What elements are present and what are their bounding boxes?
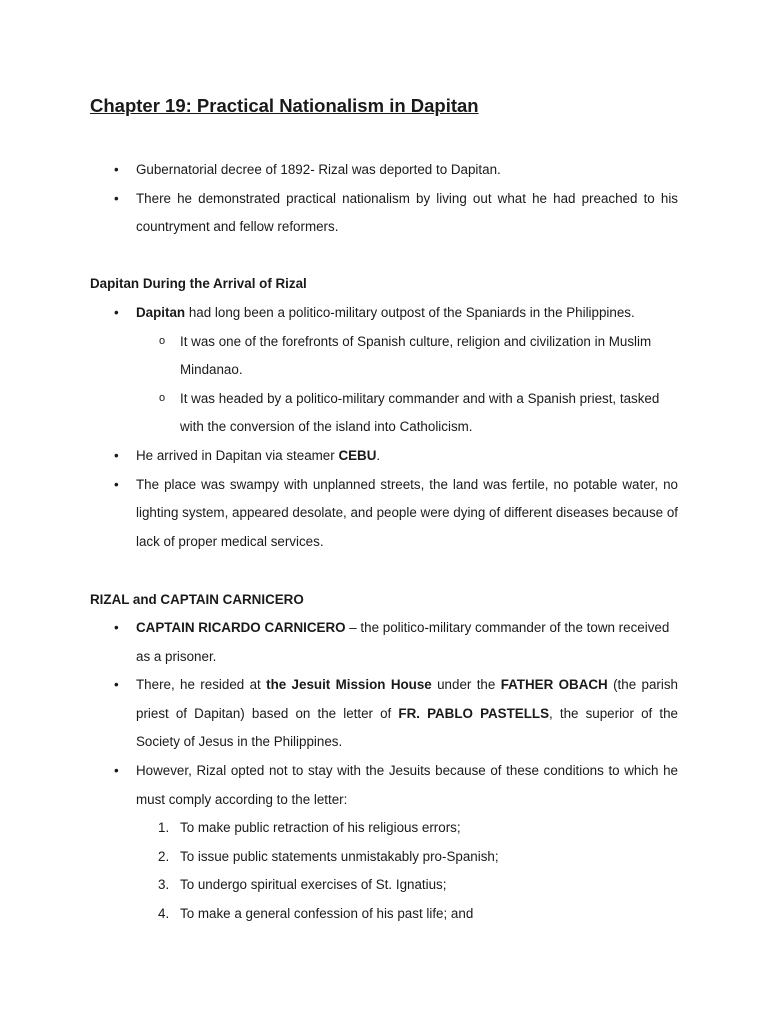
sub-list-item: o It was one of the forefronts of Spanish culture, religion and civilization in Muslim Mindanao. (0, 328, 768, 385)
chapter-title: Chapter 19: Practical Nationalism in Dapitan (90, 95, 479, 116)
list-item: • Gubernatorial decree of 1892- Rizal was deported to Dapitan. (0, 156, 768, 185)
numbered-item: 4. To make a general confession of his past life; and (158, 905, 474, 921)
list-item: • However, Rizal opted not to stay with the Jesuits because of these conditions to which he must comply according to the letter: (0, 757, 768, 814)
numbered-item: 1. To make public retraction of his religious errors; (158, 820, 461, 836)
list-item: • There he demonstrated practical nationalism by living out what he had preached to his countryment and fellow reformers. (0, 185, 768, 242)
numbered-item: 3. To undergo spiritual exercises of St. Ignatius; (158, 877, 447, 893)
list-item: • He arrived in Dapitan via steamer CEBU. (0, 442, 768, 471)
list-item: • CAPTAIN RICARDO CARNICERO – the politico-military commander of the town received as a prisoner. (0, 614, 768, 671)
section-heading-dapitan: Dapitan During the Arrival of Rizal (90, 276, 307, 291)
list-item: • The place was swampy with unplanned streets, the land was fertile, no potable water, no lighting system, appeared desolate, and people were dying of different diseases because of lack of proper medical services. (0, 471, 768, 557)
section-heading-carnicero: RIZAL and CAPTAIN CARNICERO (90, 592, 304, 607)
list-item: • Dapitan had long been a politico-military outpost of the Spaniards in the Philippines. (0, 299, 768, 328)
dapitan-list (0, 299, 768, 556)
sub-list-item: o It was headed by a politico-military commander and with a Spanish priest, tasked with the conversion of the island into Catholicism. (0, 385, 768, 442)
numbered-item: 2. To issue public statements unmistakably pro-Spanish; (158, 848, 499, 864)
list-item: • There, he resided at the Jesuit Mission House under the FATHER OBACH (the parish priest of Dapitan) based on the letter of FR. PABLO PASTELLS, the superior of the Society of Jesus in the Philippines. (0, 671, 768, 757)
intro-list (0, 156, 768, 242)
carnicero-list (0, 614, 768, 929)
